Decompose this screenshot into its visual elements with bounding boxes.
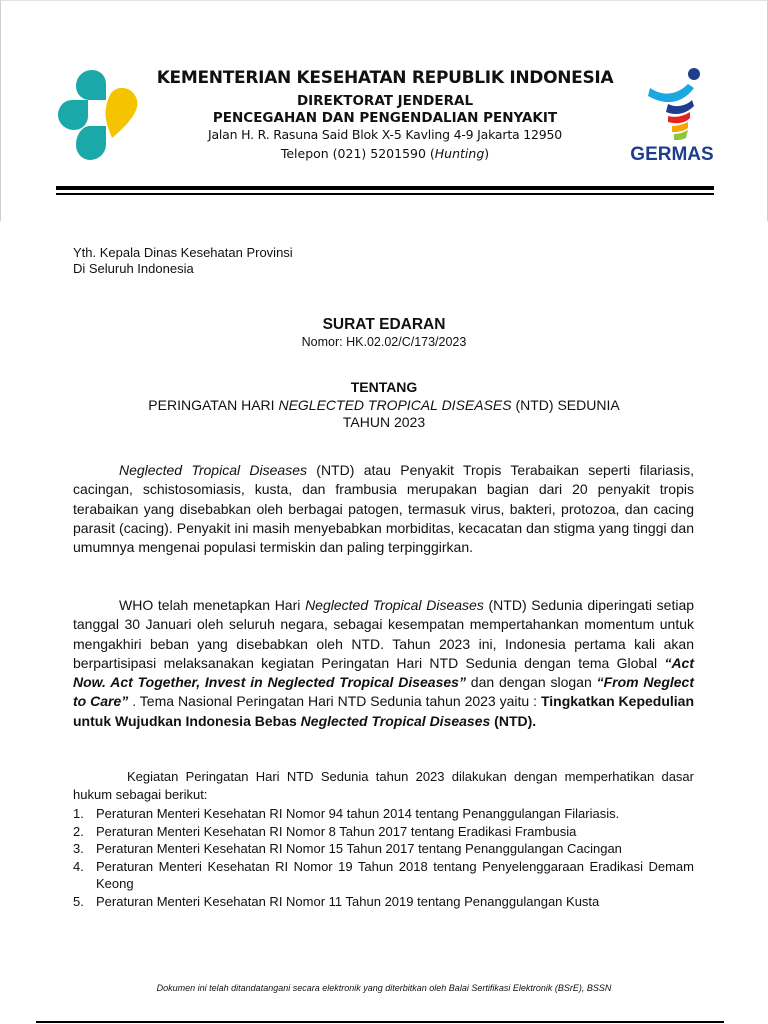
letter-subject-year: TAHUN 2023 xyxy=(342,414,426,430)
list-item-text: Peraturan Menteri Kesehatan RI Nomor 19 Tahun 2018 tentang Penyelenggaraan Eradikasi Demam Keong xyxy=(96,858,694,891)
list-item xyxy=(73,840,694,858)
p2-global-theme: “Act Now. Act Together, Invest in Neglected Tropical Diseases” xyxy=(73,654,694,691)
germas-label: GERMAS xyxy=(630,144,714,165)
p2-i: Neglected Tropical Diseases xyxy=(300,712,491,729)
list-item-text: Peraturan Menteri Kesehatan RI Nomor 11 Tahun 2019 tentang Penanggulangan Kusta xyxy=(96,893,600,909)
phone-suffix: ) xyxy=(484,146,490,161)
list-item-number: 4. xyxy=(73,858,84,874)
p2-b: Neglected Tropical Diseases xyxy=(305,597,484,613)
list-item-text: Peraturan Menteri Kesehatan RI Nomor 15 Tahun 2017 tentang Penanggulangan Cacingan xyxy=(96,841,622,856)
germas-logo-icon xyxy=(628,66,716,166)
letter-number: Nomor: HK.02.02/C/173/2023 xyxy=(301,335,467,349)
office-phone xyxy=(140,146,630,161)
list-item xyxy=(73,805,694,823)
list-item-number: 5. xyxy=(73,893,84,909)
p2-c: (NTD) Sedunia diperingati setiap tanggal 30 Januari oleh seluruh negara, sebagai kesempatan mempertahankan momentum untuk mengakhiri beban yang disebabkan oleh NTD. Tahun 2023 ini, Indonesia pertama kali akan berpartisipasi melaksanakan kegiatan Peringatan Hari NTD Sedunia dengan tema Global xyxy=(73,597,695,671)
phone-hunting: Hunting xyxy=(434,146,485,161)
paragraph-3 xyxy=(73,768,694,803)
letterhead-rule-thin xyxy=(56,193,714,195)
ministry-name: KEMENTERIAN KESEHATAN REPUBLIK INDONESIA xyxy=(156,68,614,88)
p1-italic: Neglected Tropical Diseases xyxy=(119,462,307,478)
office-address: Jalan H. R. Rasuna Said Blok X-5 Kavling 4-9 Jakarta 12950 xyxy=(207,127,563,142)
division-name: PENCEGAHAN DAN PENGENDALIAN PENYAKIT xyxy=(212,110,558,126)
p2-national-theme: Tingkatkan Kepedulian untuk Wujudkan Indonesia Bebas xyxy=(73,693,695,729)
p2-e: dan dengan slogan xyxy=(465,674,597,691)
list-item-number: 2. xyxy=(73,823,84,839)
p2-g: . Tema Nasional Peringatan Hari NTD Sedunia tahun 2023 yaitu : xyxy=(128,693,541,710)
p2-j: (NTD). xyxy=(490,712,537,729)
paragraph-1 xyxy=(73,461,694,557)
list-item-number: 3. xyxy=(73,841,84,856)
p1-text: (NTD) atau Penyakit Tropis Terabaikan seperti filariasis, cacingan, schistosomiasis, kusta, dan frambusia merupakan bagian dari 20 penyakit tropis terabaikan yang disebabkan oleh berbagai patogen, termasuk virus, bakteri, protozoa, dan cacing parasit (cacing). Penyakit ini masih menyebabkan morbiditas, kecacatan dan stigma yang tinggi dan umumnya mengenai populasi termiskin dan paling terpinggirkan. xyxy=(73,462,694,556)
subject-italic: NEGLECTED TROPICAL DISEASES xyxy=(278,397,512,413)
subject-pre: PERINGATAN HARI xyxy=(148,397,279,413)
list-item-number: 1. xyxy=(73,806,84,821)
p3-text: Kegiatan Peringatan Hari NTD Sedunia tahun 2023 dilakukan dengan memperhatikan dasar hukum sebagai berikut: xyxy=(73,769,694,802)
kemenkes-logo-icon xyxy=(54,68,140,162)
p2-a: WHO telah menetapkan Hari xyxy=(119,597,306,613)
list-item-text: Peraturan Menteri Kesehatan RI Nomor 8 Tahun 2017 tentang Eradikasi Frambusia xyxy=(96,823,577,839)
letterhead-rule-thick xyxy=(56,186,714,190)
list-item xyxy=(73,893,694,911)
recipient-line-1: Yth. Kepala Dinas Kesehatan Provinsi xyxy=(73,245,293,260)
list-item-text: Peraturan Menteri Kesehatan RI Nomor 94 tahun 2014 tentang Penanggulangan Filariasis. xyxy=(96,806,620,821)
footer-rule xyxy=(36,1021,724,1023)
paragraph-2 xyxy=(73,596,694,731)
recipient-line-2: Di Seluruh Indonesia xyxy=(73,261,194,276)
legal-basis-list xyxy=(73,805,694,910)
subject-post: (NTD) SEDUNIA xyxy=(511,397,620,413)
letter-heading: SURAT EDARAN xyxy=(322,316,446,333)
phone-prefix: Telepon (021) 5201590 ( xyxy=(280,146,435,161)
directorate-name: DIREKTORAT JENDERAL xyxy=(296,93,474,109)
list-item xyxy=(73,858,694,893)
letter-about: TENTANG xyxy=(350,379,418,395)
e-signature-note: Dokumen ini telah ditandatangani secara elektronik yang diterbitkan oleh Balai Sertifikasi Elektronik (BSrE), BSSN xyxy=(156,983,612,993)
list-item xyxy=(73,823,694,841)
p2-slogan: “From Neglect to Care” xyxy=(73,674,694,710)
letter-subject xyxy=(73,397,695,413)
